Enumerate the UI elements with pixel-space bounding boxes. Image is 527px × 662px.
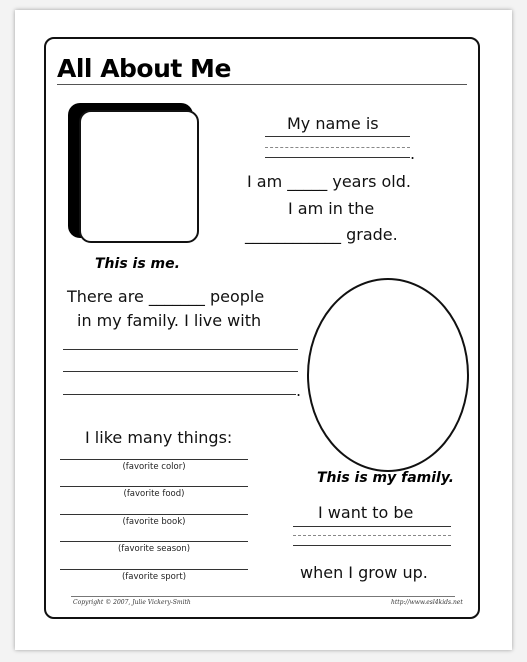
family-line-1[interactable] (63, 349, 298, 350)
favorite-line[interactable] (60, 486, 248, 487)
favorite-label: (favorite food) (123, 489, 185, 499)
favorite-line[interactable] (60, 569, 248, 570)
family-prompt-2: in my family. I live with (77, 311, 262, 330)
want-prompt: I want to be (318, 503, 414, 522)
favorite-label: (favorite season) (117, 544, 191, 554)
favorite-line[interactable] (60, 459, 248, 460)
favorite-line[interactable] (60, 541, 248, 542)
photo-caption: This is me. (95, 256, 180, 272)
name-line-1 (265, 136, 410, 137)
want-guide-line (293, 535, 451, 536)
favorite-label: (favorite color) (122, 462, 186, 472)
family-portrait-oval[interactable] (307, 278, 469, 472)
family-caption: This is my family. (317, 470, 454, 486)
footer-rule (71, 596, 455, 597)
likes-heading: I like many things: (85, 428, 233, 447)
want-line-2[interactable] (293, 545, 451, 546)
family-period: . (296, 381, 302, 400)
age-prompt: I am _____ years old. (247, 172, 411, 191)
title-underline (57, 84, 467, 85)
name-guide-line (265, 147, 410, 148)
grow-prompt: when I grow up. (300, 563, 428, 582)
favorite-label: (favorite book) (122, 517, 186, 527)
name-period: . (410, 144, 416, 163)
self-portrait-box[interactable] (79, 110, 199, 243)
favorite-line[interactable] (60, 514, 248, 515)
grade-prompt-2: ____________ grade. (245, 225, 398, 244)
want-line-1[interactable] (293, 526, 451, 527)
name-line-2[interactable] (265, 157, 410, 158)
family-line-3[interactable] (63, 394, 296, 395)
grade-prompt-1: I am in the (288, 199, 375, 218)
family-prompt-1: There are _______ people (67, 287, 265, 306)
favorite-label: (favorite sport) (121, 572, 187, 582)
website-text: http://www.esl4kids.net (391, 599, 463, 606)
name-prompt: My name is (287, 114, 379, 133)
page-title: All About Me (57, 54, 231, 83)
copyright-text: Copyright © 2007, Julie Vickery-Smith (73, 599, 191, 606)
worksheet-page (15, 10, 512, 650)
family-line-2[interactable] (63, 371, 298, 372)
